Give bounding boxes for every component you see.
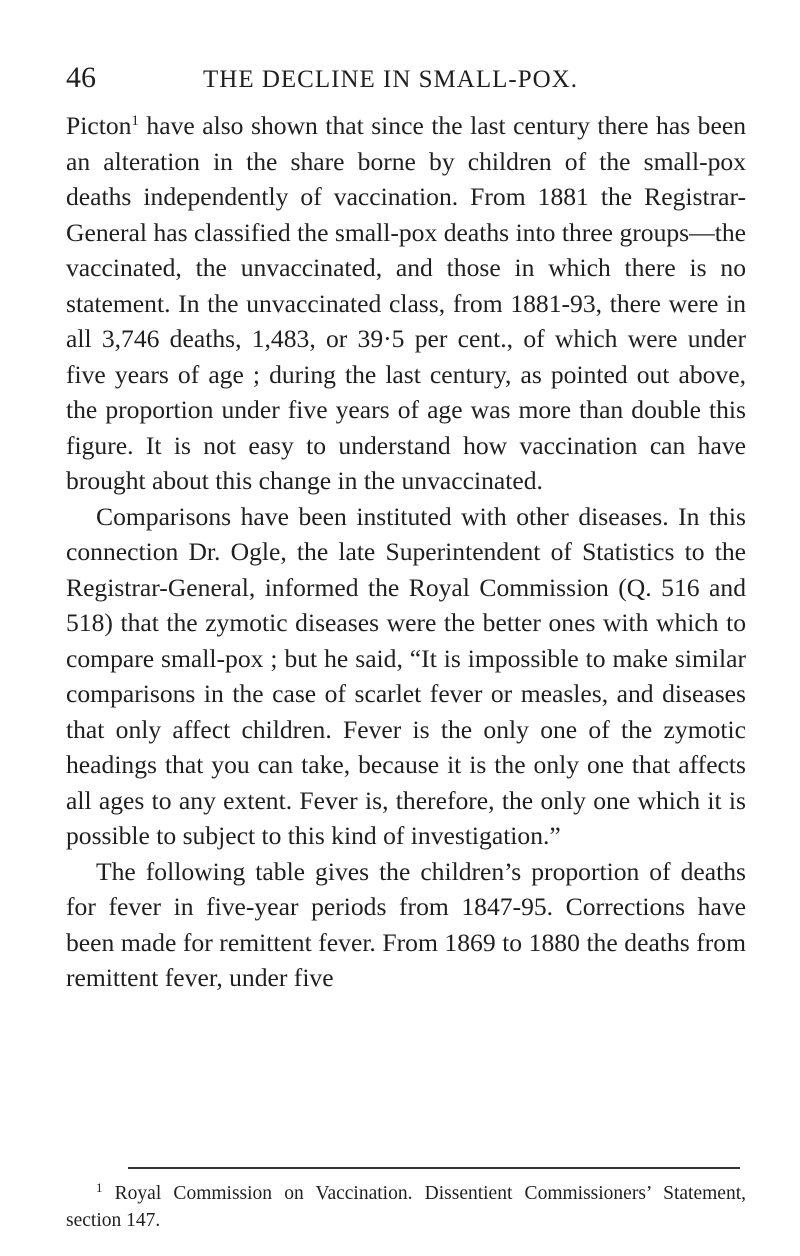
footnote-reference[interactable]: 1 — [131, 113, 139, 129]
paragraph — [66, 854, 746, 996]
paragraph — [66, 499, 746, 854]
footnote-marker: 1 — [96, 1180, 103, 1195]
paragraph-text: Comparisons have been instituted with other diseases. In this connection Dr. Ogle, the late Superintendent of Statistics to the Registrar-General, informed the Royal Commission (Q. 516 and 518) that the zymotic diseases were the better ones with which to compare small-pox ; but he said, “It is impossible to make similar comparisons in the case of scarlet fever or measles, and diseases that only affect children. Fever is the only one of the zymotic headings that you can take, because it is the only one that affects all ages to any extent. Fever is, therefore, the only one which it is possible to subject to this kind of investigation.” — [66, 501, 746, 850]
paragraph-lead: Picton — [66, 111, 132, 140]
page-number: 46 — [66, 61, 96, 94]
footnote — [66, 1180, 746, 1234]
paragraph-text: have also shown that since the last century there has been an alteration in the share borne by children of the small-pox deaths independently of vaccination. From 1881 the Registrar-General has classified the small-pox deaths into three groups—the vaccinated, the unvaccinated, and those in which there is no statement. In the unvaccinated class, from 1881-93, there were in all 3,746 deaths, 1,483, or 39·5 per cent., of which were under five years of age ; during the last century, as pointed out above, the proportion under five years of age was more than double this figure. It is not easy to understand how vaccination can have brought about this change in the unvaccinated. — [66, 111, 746, 495]
running-header — [66, 58, 746, 98]
footnote-divider — [128, 1167, 740, 1169]
body-text — [66, 108, 746, 996]
paragraph-text: The following table gives the children’s proportion of deaths for fever in five-year periods from 1847-95. Corrections have been made for remittent fever. From 1869 to 1880 the deaths from remittent fever, under five — [66, 856, 746, 992]
paragraph — [66, 108, 746, 499]
running-title: THE DECLINE IN SMALL-POX. — [203, 66, 578, 93]
footnote-text: Royal Commission on Vaccination. Dissentient Commissioners’ Statement, section 147. — [66, 1183, 746, 1231]
